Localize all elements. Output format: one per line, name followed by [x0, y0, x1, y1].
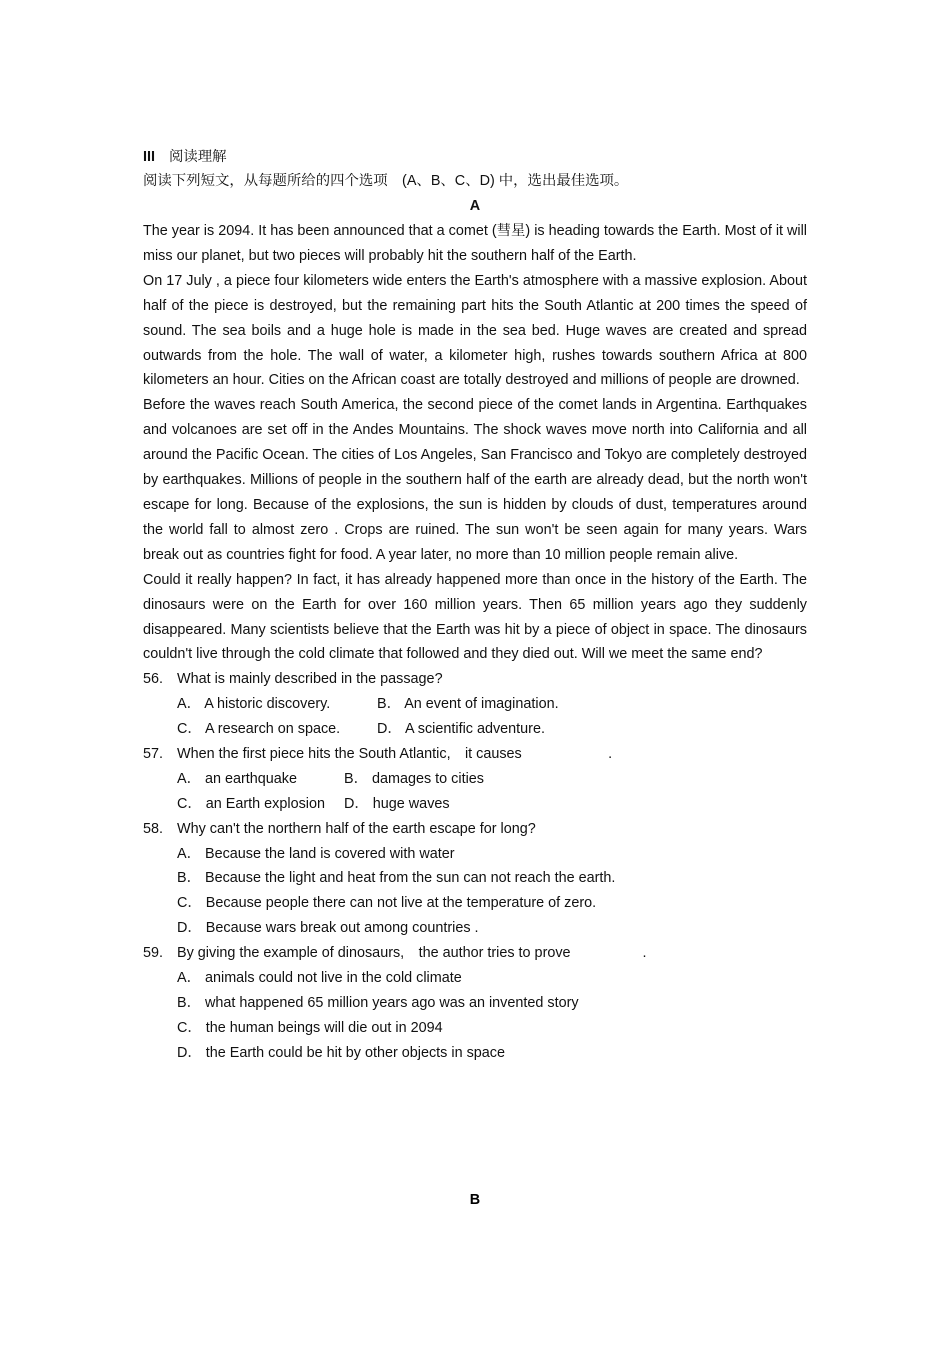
question-number: 56.	[143, 671, 164, 688]
question-stem: When the first piece hits the South Atlantic, it causes .	[177, 745, 613, 762]
passage-paragraph: Before the waves reach South America, the second piece of the comet lands in Argentina. Earthquakes and volcanoes are set off in the Andes Mountains. The shock waves move north into California and all around the Pacific Ocean. The cities of Los Angeles, San Francisco and Tokyo are completely destroyed by earthquakes. Millions of people in the southern half of the earth are already dead, but the north won't escape for long. Because of the explosions, the sun is hidden by clouds of dust, temperatures around the world fall to almost zero . Crops are ruined. The sun won't be seen again for many years. Wars break out as countries fight for food. A year later, no more than 10 million people remain alive.	[143, 397, 807, 563]
option-row	[143, 692, 807, 717]
section-number: III	[143, 149, 155, 165]
question-number: 57.	[143, 745, 164, 762]
option-a: A． an earthquake	[177, 770, 298, 787]
passage-a-title: A	[469, 198, 481, 214]
option-row	[143, 792, 807, 817]
option-a: A． Because the land is covered with water	[177, 845, 455, 862]
question-number: 59.	[143, 945, 164, 962]
instruction-text: 阅读下列短文，从每题所给的四个选项 (A、B、C、D) 中，选出最佳选项。	[143, 173, 629, 189]
passage-b-title: B	[469, 1192, 481, 1208]
option-c: C． the human beings will die out in 2094	[177, 1019, 443, 1036]
option-b: B． Because the light and heat from the sun can not reach the earth.	[177, 870, 616, 887]
section-heading	[143, 145, 807, 169]
question-57	[143, 742, 807, 767]
option-b: B． damages to cities	[344, 770, 484, 787]
option-b: B． what happened 65 million years ago was an invented story	[177, 994, 579, 1011]
question-stem: Why can't the northern half of the earth escape for long?	[177, 820, 536, 837]
option-c: C． Because people there can not live at the temperature of zero.	[177, 895, 597, 912]
option-row	[143, 767, 807, 792]
option-a: A． animals could not live in the cold climate	[177, 970, 462, 986]
question-stem: By giving the example of dinosaurs, the author tries to prove .	[177, 945, 647, 962]
section-title: 阅读理解	[169, 149, 227, 165]
question-stem: What is mainly described in the passage?	[177, 671, 443, 688]
question-number: 58.	[143, 820, 164, 837]
option-d: D． the Earth could be hit by other objects in space	[177, 1044, 505, 1061]
option-d: D． huge waves	[344, 795, 450, 812]
question-58	[143, 817, 807, 842]
question-56	[143, 667, 807, 692]
option-b: B． An event of imagination.	[377, 696, 559, 713]
passage-paragraph: The year is 2094. It has been announced that a comet (彗星) is heading towards the Earth. Most of it will miss our planet, but two pieces will probably hit the southern half of the Earth.	[143, 223, 807, 264]
option-row	[143, 717, 807, 742]
document-page	[143, 145, 807, 1066]
passage-paragraph: Could it really happen? In fact, it has already happened more than once in the history of the Earth. The dinosaurs were on the Earth for over 160 million years. Then 65 million years ago they suddenly disappeared. Many scientists believe that the Earth was hit by a piece of object in space. The dinosaurs couldn't live through the cold climate that followed and they died out. Will we meet the same end?	[143, 571, 807, 663]
option-d: D． A scientific adventure.	[377, 721, 545, 738]
option-a: A． A historic discovery.	[177, 696, 331, 713]
option-c: C． an Earth explosion	[177, 795, 325, 812]
option-c: C． A research on space.	[177, 721, 341, 738]
option-d: D． Because wars break out among countries .	[177, 920, 479, 937]
passage-paragraph: On 17 July , a piece four kilometers wide enters the Earth's atmosphere with a massive explosion. About half of the piece is destroyed, but the remaining part hits the South Atlantic at 200 times the speed of sound. The sea boils and a huge hole is made in the sea bed. Huge waves are created and spread outwards from the hole. The wall of water, a kilometer high, rushes towards southern Africa at 800 kilometers an hour. Cities on the African coast are totally destroyed and millions of people are drowned.	[143, 272, 807, 389]
question-59	[143, 941, 807, 966]
